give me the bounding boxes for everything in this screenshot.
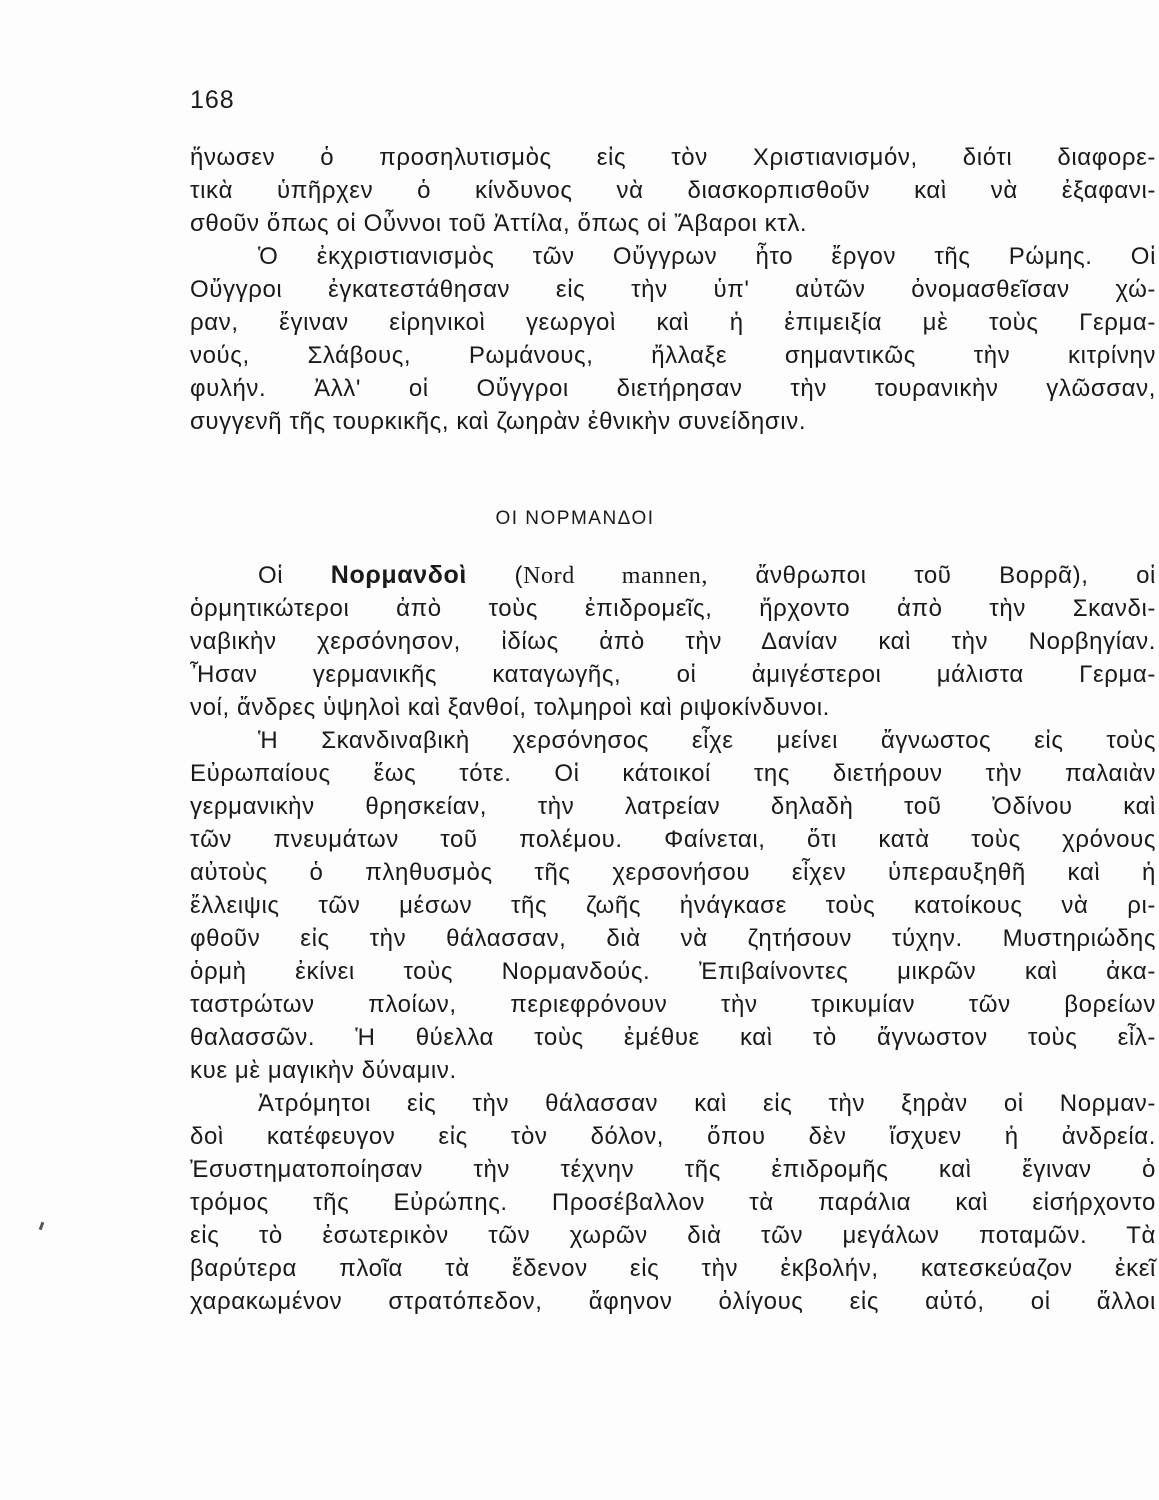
text-fragment: ἄνθρωποι τοῦ Βορρᾶ), οἱ — [707, 562, 1156, 589]
text-fragment: Οἱ — [258, 562, 331, 589]
text-line: φυλήν. Ἀλλ' οἱ Οὔγγροι διετήρησαν τὴν τουρανικὴν γλῶσσαν, — [190, 375, 1156, 402]
text-line: βαρύτερα πλοῖα τὰ ἔδενον εἰς τὴν ἐκβολήν, κατεσκεύαζον ἐκεῖ — [190, 1255, 1156, 1282]
text-line: δοὶ κατέφευγον εἰς τὸν δόλον, ὅπου δὲν ἴσχυεν ἡ ἀνδρεία. — [190, 1123, 1156, 1150]
text-line: τρόμος τῆς Εὐρώπης. Προσέβαλλον τὰ παράλια καὶ εἰσήρχοντο — [190, 1189, 1156, 1216]
bold-term: Νορμανδοὶ — [330, 561, 467, 589]
text-line: τῶν πνευμάτων τοῦ πολέμου. Φαίνεται, ὅτι κατὰ τοὺς χρόνους — [190, 826, 1156, 853]
text-line: ὁρμητικώτεροι ἀπὸ τοὺς ἐπιδρομεῖς, ἤρχοντο ἀπὸ τὴν Σκανδι- — [190, 595, 1156, 622]
text-line: ὁρμὴ ἐκίνει τοὺς Νορμανδούς. Ἐπιβαίνοντες μικρῶν καὶ ἀκα- — [190, 958, 1156, 985]
paragraph-block-ougroi — [190, 141, 1156, 438]
text-line: ἔλλειψις τῶν μέσων τῆς ζωῆς ἠνάγκασε τοὺς κατοίκους νὰ ρι- — [190, 892, 1156, 919]
text-line: φθοῦν εἰς τὴν θάλασσαν, διὰ νὰ ζητήσουν τύχην. Μυστηριώδης — [190, 925, 1156, 952]
text-fragment: ( — [466, 562, 524, 589]
paragraph-block-normandoi — [190, 559, 1156, 1318]
text-line: Ἦσαν γερμανικῆς καταγωγῆς, οἱ ἀμιγέστεροι μάλιστα Γερμα- — [190, 661, 1156, 688]
latin-term: Nord mannen, — [523, 563, 708, 589]
text-line: χαρακωμένον στρατόπεδον, ἄφηνον ὀλίγους εἰς αὐτό, οἱ ἄλλοι — [190, 1288, 1156, 1315]
text-line: νούς, Σλάβους, Ρωμάνους, ἤλλαξε σημαντικῶς τὴν κιτρίνην — [190, 342, 1156, 369]
text-line: γερμανικὴν θρησκείαν, τὴν λατρείαν δηλαδὴ τοῦ Ὀδίνου καὶ — [190, 793, 1156, 820]
text-line: συγγενῆ τῆς τουρκικῆς, καὶ ζωηρὰν ἐθνικὴν συνείδησιν. — [190, 408, 807, 435]
text-line: Εὐρωπαίους ἕως τότε. Οἱ κάτοικοί της διετήρουν τὴν παλαιὰν — [190, 760, 1156, 787]
page-number: 168 — [190, 86, 235, 114]
text-line: ραν, ἔγιναν εἰρηνικοὶ γεωργοὶ καὶ ἡ ἐπιμειξία μὲ τοὺς Γερμα- — [190, 309, 1156, 336]
text-line: ναβικὴν χερσόνησον, ἰδίως ἀπὸ τὴν Δανίαν καὶ τὴν Νορβηγίαν. — [190, 628, 1156, 655]
margin-mark — [39, 1222, 45, 1231]
text-line: θαλασσῶν. Ἡ θύελλα τοὺς ἐμέθυε καὶ τὸ ἄγνωστον τοὺς εἶλ- — [190, 1024, 1156, 1051]
text-line: εἰς τὸ ἐσωτερικὸν τῶν χωρῶν διὰ τῶν μεγάλων ποταμῶν. Τὰ — [190, 1222, 1156, 1249]
text-line: ταστρώτων πλοίων, περιεφρόνουν τὴν τρικυμίαν τῶν βορείων — [190, 991, 1156, 1018]
text-line: Ἡ Σκανδιναβικὴ χερσόνησος εἶχε μείνει ἄγνωστος εἰς τοὺς — [258, 727, 1156, 754]
text-line: Ἀτρόμητοι εἰς τὴν θάλασσαν καὶ εἰς τὴν ξηρὰν οἱ Νορμαν- — [258, 1090, 1156, 1117]
text-line: Ὁ ἐκχριστιανισμὸς τῶν Οὔγγρων ἦτο ἔργον τῆς Ρώμης. Οἱ — [258, 243, 1156, 270]
section-heading: ΟΙ ΝΟΡΜΑΝΔΟΙ — [495, 508, 655, 529]
text-line: ἥνωσεν ὁ προσηλυτισμὸς εἰς τὸν Χριστιανισμόν, διότι διαφορε- — [190, 144, 1156, 171]
text-line: Οὔγγροι ἐγκατεστάθησαν εἰς τὴν ὑπ' αὐτῶν ὀνομασθεῖσαν χώ- — [190, 276, 1156, 303]
text-line: Ἐσυστηματοποίησαν τὴν τέχνην τῆς ἐπιδρομῆς καὶ ἔγιναν ὁ — [190, 1156, 1156, 1183]
text-line: αὐτοὺς ὁ πληθυσμὸς τῆς χερσονήσου εἶχεν ὑπεραυξηθῆ καὶ ἡ — [190, 859, 1156, 886]
text-line: νοί, ἄνδρες ὑψηλοὶ καὶ ξανθοί, τολμηροὶ καὶ ριψοκίνδυνοι. — [190, 694, 830, 721]
text-line: κυε μὲ μαγικὴν δύναμιν. — [190, 1057, 457, 1084]
text-line: τικὰ ὑπῆρχεν ὁ κίνδυνος νὰ διασκορπισθοῦν καὶ νὰ ἐξαφανι- — [190, 177, 1156, 204]
text-line: σθοῦν ὅπως οἱ Οὖννοι τοῦ Ἀττίλα, ὅπως οἱ Ἄβαροι κτλ. — [190, 210, 808, 237]
text-line-first — [190, 559, 1156, 592]
